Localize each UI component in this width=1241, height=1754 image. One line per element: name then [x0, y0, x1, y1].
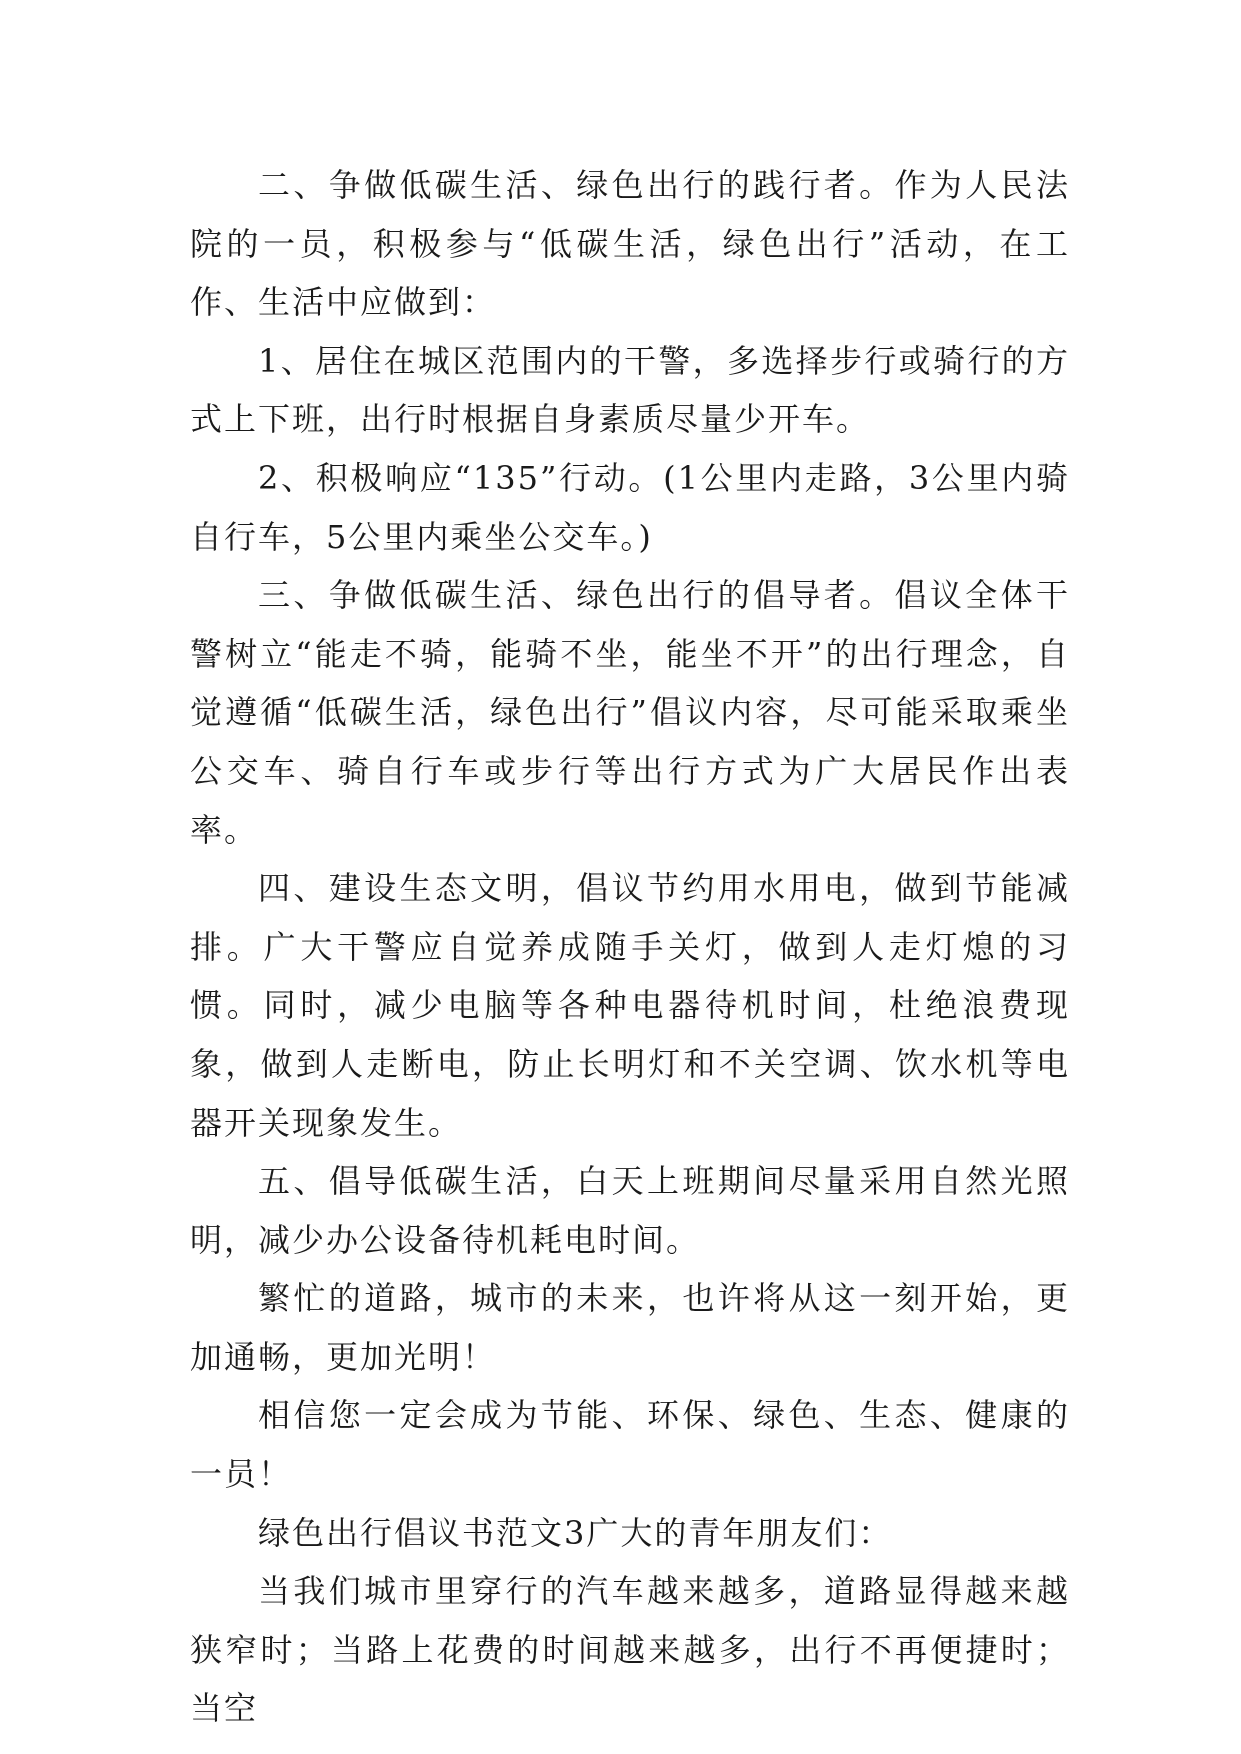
document-body [190, 156, 1070, 1738]
paragraph-item-1: 1、居住在城区范围内的干警，多选择步行或骑行的方式上下班，出行时根据自身素质尽量少开车。 [190, 341, 1070, 439]
paragraph-3: 三、争做低碳生活、绿色出行的倡导者。倡议全体干警树立“能走不骑，能骑不坐，能坐不开”的出行理念，自觉遵循“低碳生活，绿色出行”倡议内容，尽可能采取乘坐公交车、骑自行车或步行等出行方式为广大居民作出表率。 [190, 576, 1070, 849]
paragraph-closing-1: 繁忙的道路，城市的未来，也许将从这一刻开始，更加通畅，更加光明！ [190, 1279, 1070, 1376]
paragraph-sample-3-body: 当我们城市里穿行的汽车越来越多，道路显得越来越狭窄时；当路上花费的时间越来越多，出行不再便捷时；当空 [190, 1572, 1070, 1728]
paragraph-item-2: 2、积极响应“135”行动。(1公里内走路，3公里内骑自行车，5公里内乘坐公交车。) [190, 458, 1070, 556]
paragraph-sample-3-heading: 绿色出行倡议书范文3广大的青年朋友们： [258, 1513, 893, 1552]
paragraph-2: 二、争做低碳生活、绿色出行的践行者。作为人民法院的一员，积极参与“低碳生活，绿色出行”活动，在工作、生活中应做到： [190, 166, 1070, 322]
paragraph-5: 五、倡导低碳生活，白天上班期间尽量采用自然光照明，减少办公设备待机耗电时间。 [190, 1162, 1070, 1259]
paragraph-4: 四、建设生态文明，倡议节约用水用电，做到节能减排。广大干警应自觉养成随手关灯，做到人走灯熄的习惯。同时，减少电脑等各种电器待机时间，杜绝浪费现象，做到人走断电，防止长明灯和不关空调、饮水机等电器开关现象发生。 [190, 869, 1070, 1142]
paragraph-closing-2: 相信您一定会成为节能、环保、绿色、生态、健康的一员！ [190, 1396, 1070, 1494]
